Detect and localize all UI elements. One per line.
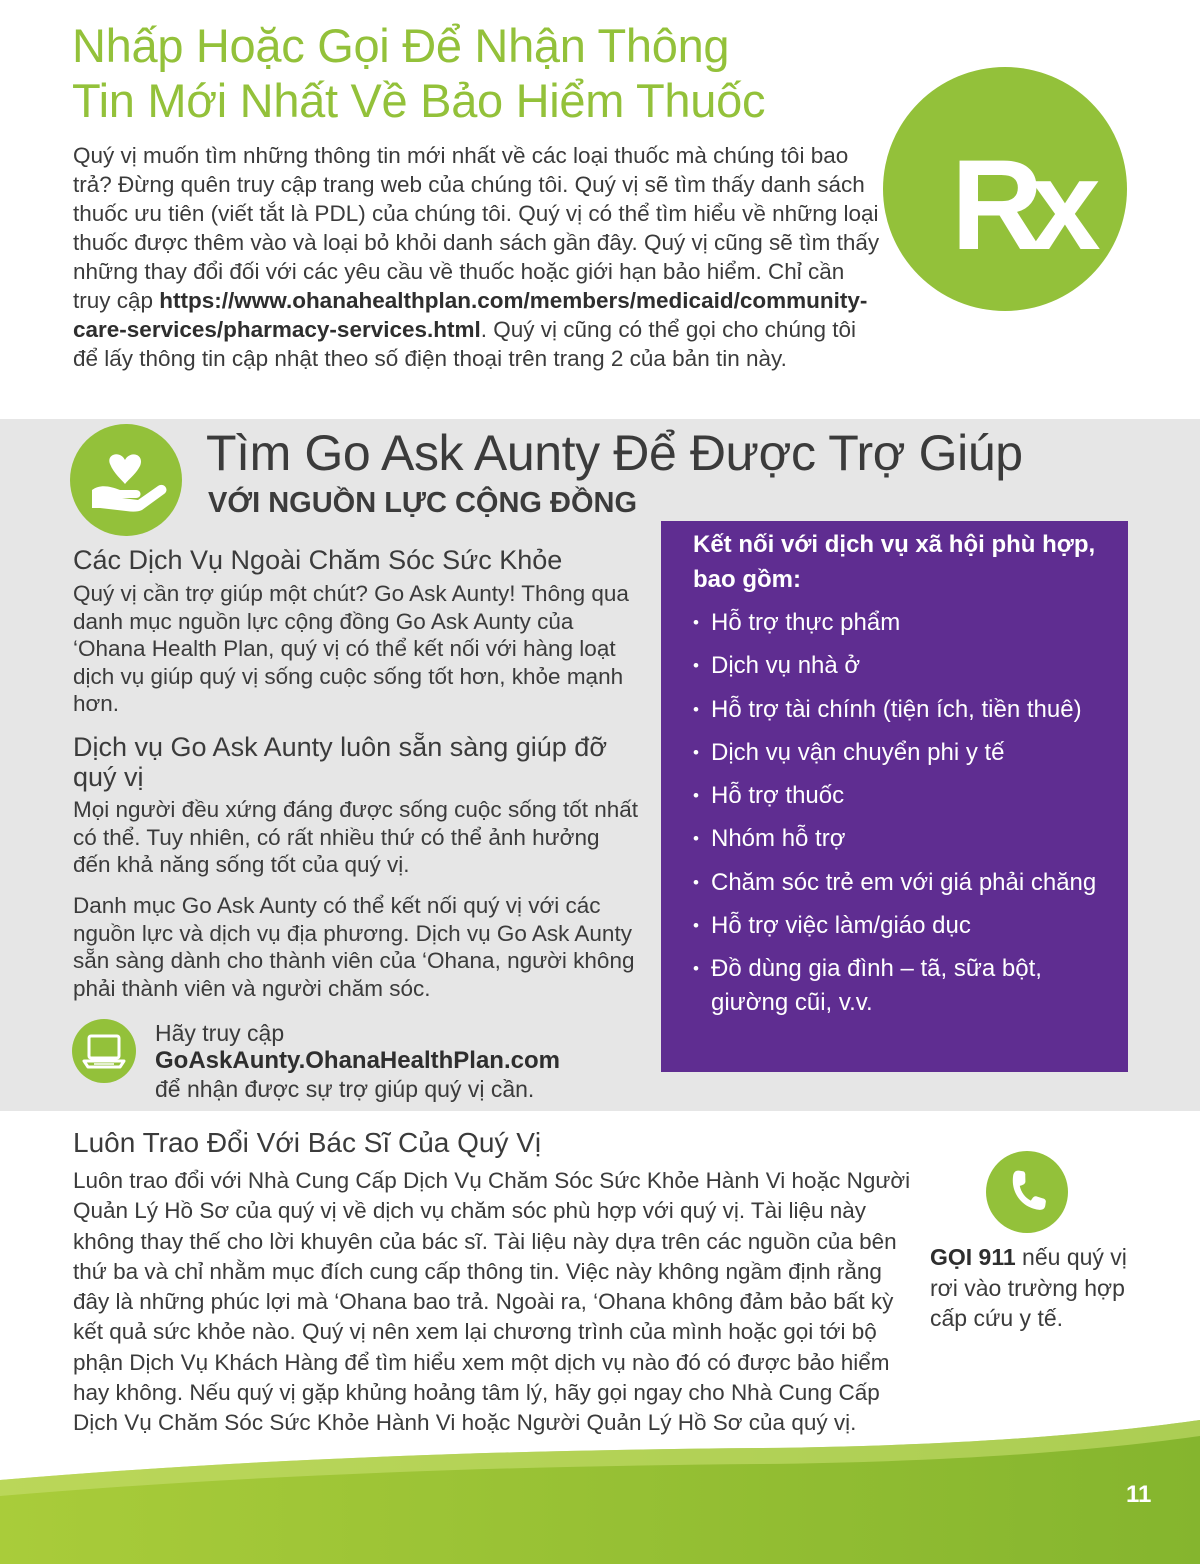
doctor-body: Luôn trao đổi với Nhà Cung Cấp Dịch Vụ Chăm Sóc Sức Khỏe Hành Vi hoặc Người Quản Lý Hồ Sơ của quý vị về dịch vụ chăm sóc phù hợp với quý vị. Tài liệu này không thay thế cho lời khuyên của bác sĩ. Tài liệu này dựa trên các nguồn của bên thứ ba và chỉ nhằm mục đích cung cấp thông tin. Việc này không ngầm định rằng đây là những phúc lợi mà ‘Ohana bao trả. Ngoài ra, ‘Ohana không đảm bảo bất kỳ kết quả sức khỏe nào. Quý vị nên xem lại chương trình của mình hoặc gọi tới bộ phận Dịch Vụ Khách Hàng để tìm hiểu xem một dịch vụ nào đó có được bảo hiểm hay không. Nếu quý vị gặp khủng hoảng tâm lý, hãy gọi ngay cho Nhà Cung Cấp Dịch Vụ Chăm Sóc Sức Khỏe Hành Vi hoặc Người Quản Lý Hồ Sơ của quý vị. [73,1168,911,1436]
pharmacy-body-outro: . Quý vị cũng có thể gọi cho chúng tôi để lấy thông tin cập nhật theo số điện thoại trên trang 2 của bản tin này. [73,317,856,371]
list-item: • Hỗ trợ thực phẩm [693,606,1114,640]
pharmacy-body [73,141,883,373]
rx-icon [883,67,1127,311]
list-item: • Hỗ trợ tài chính (tiện ích, tiền thuê) [693,693,1114,727]
hands-heart-icon [70,424,182,536]
list-item: • Hỗ trợ thuốc [693,779,1114,813]
pharmacy-title-line2: Tin Mới Nhất Về Bảo Hiểm Thuốc [72,74,766,127]
go-ask-aunty-link[interactable]: GoAskAunty.OhanaHealthPlan.com [155,1047,560,1074]
list-item: • Đồ dùng gia đình – tã, sữa bột, giường cũi, v.v. [693,952,1114,1019]
pharmacy-title-line1: Nhấp Hoặc Gọi Để Nhận Thông [72,19,730,72]
pharmacy-services-link[interactable]: https://www.ohanahealthplan.com/members/medicaid/community-care-services/pharmacy-services.html [73,288,868,342]
ready-body-1: Mọi người đều xứng đáng được sống cuộc sống tốt nhất có thể. Tuy nhiên, có rất nhiều thứ có thể ảnh hưởng đến khả năng sống tốt của quý vị. [73,797,639,877]
ready-heading: Dịch vụ Go Ask Aunty luôn sẵn sàng giúp đỡ quý vị [73,732,608,792]
go-ask-aunty-title: Tìm Go Ask Aunty Để Được Trợ Giúp [206,425,1023,481]
go-ask-aunty-subtitle: VỚI NGUỒN LỰC CỘNG ĐỒNG [208,487,638,519]
social-services-list [693,606,1114,1019]
list-item: • Dịch vụ vận chuyển phi y tế [693,736,1114,770]
other-services-body: Quý vị cần trợ giúp một chút? Go Ask Aunty! Thông qua danh mục nguồn lực cộng đồng Go Ask Aunty của ‘Ohana Health Plan, quý vị có thể kết nối với hàng loạt dịch vụ giúp quý vị sống cuộc sống tốt hơn, khỏe mạnh hơn. [73,581,629,716]
phone-icon [986,1151,1068,1233]
visit-line: Hãy truy cập [155,1020,285,1046]
list-item: • Nhóm hỗ trợ [693,822,1114,856]
laptop-icon [72,1019,136,1083]
footer-wave [0,1420,1200,1564]
list-item: • Chăm sóc trẻ em với giá phải chăng [693,866,1114,900]
pharmacy-body-intro: Quý vị muốn tìm những thông tin mới nhất về các loại thuốc mà chúng tôi bao trả? Đừng quên truy cập trang web của chúng tôi. Quý vị sẽ tìm thấy danh sách thuốc ưu tiên (viết tắt là PDL) của chúng tôi. Quý vị có thể tìm hiểu về những loại thuốc được thêm vào và loại bỏ khỏi danh sách gần đây. Quý vị cũng sẽ tìm thấy những thay đổi đối với các yêu cầu về thuốc hoặc giới hạn bảo hiểm. Chỉ cần truy cập [73,143,880,313]
visit-purpose: để nhận được sự trợ giúp quý vị cần. [155,1076,535,1102]
social-services-heading: Kết nối với dịch vụ xã hội phù hợp, bao gồm: [693,531,1096,593]
call-911-text: nếu quý vị rơi vào trường hợp cấp cứu y tế. [930,1244,1127,1331]
visit-website-callout [155,1019,655,1103]
page-number: 11 [1126,1481,1152,1508]
call-911-label: GỌI 911 [930,1244,1016,1270]
social-services-box [661,521,1128,1072]
call-911-note [930,1242,1140,1334]
other-services-heading: Các Dịch Vụ Ngoài Chăm Sóc Sức Khỏe [73,545,563,575]
ready-body-2: Danh mục Go Ask Aunty có thể kết nối quý vị với các nguồn lực và dịch vụ địa phương. Dịch vụ Go Ask Aunty sẵn sàng dành cho thành viên của ‘Ohana, người không phải thành viên và người chăm sóc. [73,893,635,1001]
rx-icon-text: Rx [951,134,1087,277]
pharmacy-title [72,18,872,128]
list-item: • Dịch vụ nhà ở [693,649,1114,683]
list-item: • Hỗ trợ việc làm/giáo dục [693,909,1114,943]
doctor-title: Luôn Trao Đổi Với Bác Sĩ Của Quý Vị [73,1127,542,1158]
